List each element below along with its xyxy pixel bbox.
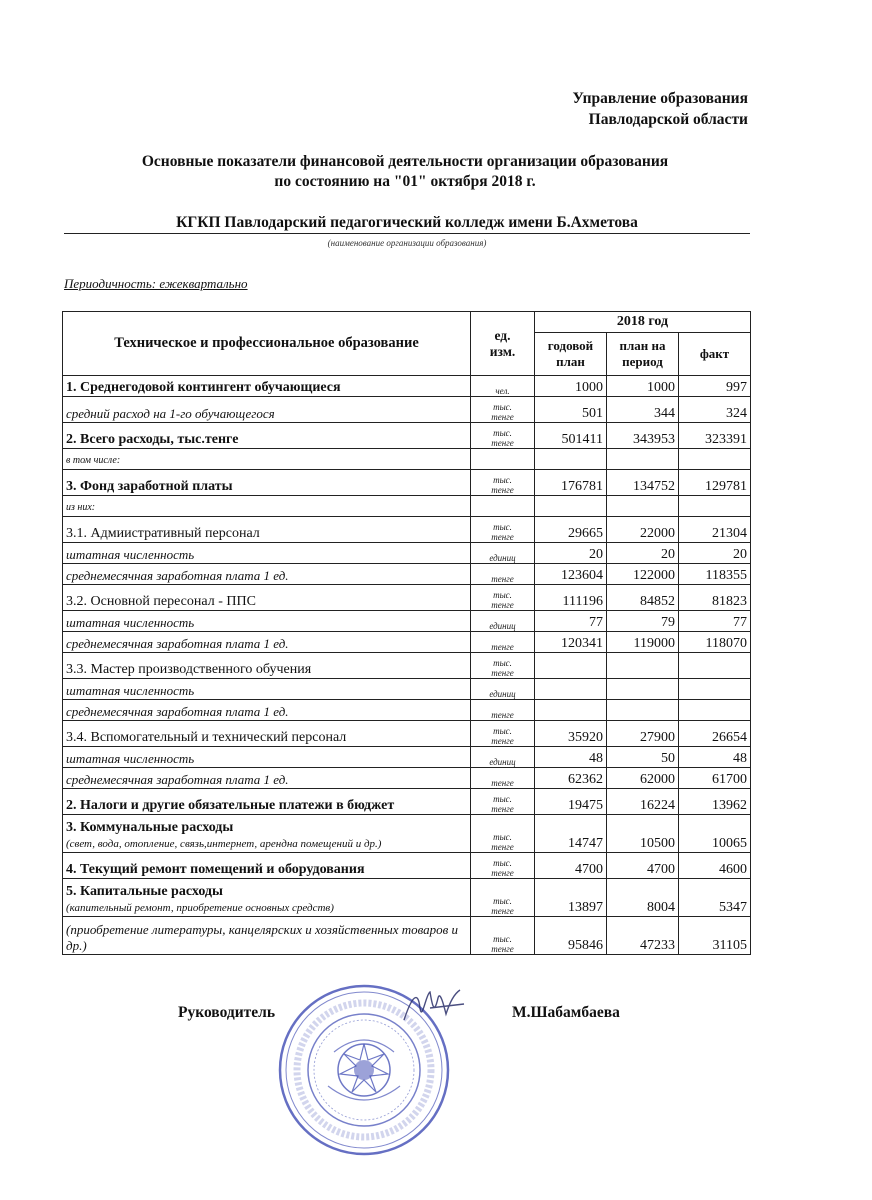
row-unit-line-1: тыс. bbox=[493, 896, 512, 906]
row-period-value: 344 bbox=[607, 397, 679, 423]
table-row bbox=[63, 585, 751, 611]
row-period-value: 122000 bbox=[607, 564, 679, 585]
row-unit-line-1: единиц bbox=[489, 757, 516, 767]
table-row bbox=[63, 632, 751, 653]
row-unit-line-2: тенге bbox=[491, 668, 514, 678]
row-label-text: 1. Среднегодовой контингент обучающиеся bbox=[66, 380, 341, 395]
periodicity-note: Периодичность: ежеквартально bbox=[64, 276, 248, 291]
row-period-value bbox=[607, 679, 679, 700]
row-fact-value: 77 bbox=[679, 611, 751, 632]
row-label bbox=[63, 789, 471, 815]
row-fact-value: 324 bbox=[679, 397, 751, 423]
row-annual-value: 14747 bbox=[535, 815, 607, 853]
row-annual-value: 48 bbox=[535, 747, 607, 768]
row-period-value: 62000 bbox=[607, 768, 679, 789]
table-row bbox=[63, 423, 751, 449]
header-department bbox=[572, 88, 748, 130]
row-label-text: среднемесячная заработная плата 1 ед. bbox=[66, 772, 289, 787]
row-annual-value bbox=[535, 700, 607, 721]
row-label bbox=[63, 496, 471, 517]
row-annual-value: 120341 bbox=[535, 632, 607, 653]
row-label-text: 3.3. Мастер производственного обучения bbox=[66, 662, 312, 677]
row-label-text: 3.4. Вспомогательный и технический персонал bbox=[66, 730, 347, 745]
row-label bbox=[63, 747, 471, 768]
row-unit-line-2: тенге bbox=[491, 438, 514, 448]
row-unit-line-1: тыс. bbox=[493, 402, 512, 412]
row-period-value: 1000 bbox=[607, 376, 679, 397]
row-unit-line-2: тенге bbox=[491, 532, 514, 542]
row-period-value: 8004 bbox=[607, 879, 679, 917]
row-annual-value bbox=[535, 496, 607, 517]
row-annual-value: 176781 bbox=[535, 470, 607, 496]
row-period-value: 47233 bbox=[607, 917, 679, 955]
fact-header: факт bbox=[679, 333, 751, 376]
signature-scribble-icon bbox=[400, 986, 470, 1026]
table-row bbox=[63, 397, 751, 423]
row-unit-line-2: тенге bbox=[491, 868, 514, 878]
organization-caption: (наименование организации образования) bbox=[327, 238, 487, 248]
row-period-value: 10500 bbox=[607, 815, 679, 853]
row-unit bbox=[471, 543, 535, 564]
table-row bbox=[63, 747, 751, 768]
row-unit bbox=[471, 815, 535, 853]
row-unit bbox=[471, 397, 535, 423]
row-unit-line-1: тенге bbox=[491, 778, 514, 788]
table-row bbox=[63, 853, 751, 879]
row-period-value: 22000 bbox=[607, 517, 679, 543]
period-plan-header-line-1: план на bbox=[619, 338, 666, 353]
organization-name: КГКП Павлодарский педагогический колледж имени Б.Ахметова bbox=[64, 214, 750, 234]
row-fact-value: 81823 bbox=[679, 585, 751, 611]
row-annual-value: 13897 bbox=[535, 879, 607, 917]
table-row bbox=[63, 517, 751, 543]
row-unit-line-2: тенге bbox=[491, 600, 514, 610]
row-label bbox=[63, 585, 471, 611]
table-row bbox=[63, 470, 751, 496]
row-label bbox=[63, 815, 471, 853]
row-label-text: штатная численность bbox=[66, 615, 195, 630]
period-plan-header bbox=[607, 333, 679, 376]
unit-header bbox=[471, 312, 535, 376]
row-unit bbox=[471, 376, 535, 397]
row-label-text: 2. Всего расходы, тыс.тенге bbox=[66, 432, 239, 447]
row-annual-value: 501 bbox=[535, 397, 607, 423]
row-fact-value: 48 bbox=[679, 747, 751, 768]
row-label bbox=[63, 768, 471, 789]
row-label bbox=[63, 853, 471, 879]
row-period-value: 119000 bbox=[607, 632, 679, 653]
row-period-value: 27900 bbox=[607, 721, 679, 747]
row-unit-line-1: единиц bbox=[489, 553, 516, 563]
row-unit-line-1: тенге bbox=[491, 710, 514, 720]
row-period-value bbox=[607, 653, 679, 679]
row-annual-value: 35920 bbox=[535, 721, 607, 747]
table-row bbox=[63, 879, 751, 917]
row-period-value: 134752 bbox=[607, 470, 679, 496]
row-unit bbox=[471, 470, 535, 496]
table-row bbox=[63, 496, 751, 517]
unit-header-line-1: ед. bbox=[494, 327, 511, 343]
row-label-text: 3. Коммунальные расходы bbox=[66, 820, 234, 835]
row-annual-value bbox=[535, 679, 607, 700]
row-label bbox=[63, 543, 471, 564]
annual-plan-header bbox=[535, 333, 607, 376]
title-line-2: по состоянию на "01" октября 2018 г. bbox=[274, 173, 536, 190]
row-fact-value: 4600 bbox=[679, 853, 751, 879]
row-unit-line-1: тыс. bbox=[493, 590, 512, 600]
table-body bbox=[63, 376, 751, 955]
row-unit bbox=[471, 768, 535, 789]
row-unit-line-2: тенге bbox=[491, 944, 514, 954]
row-unit bbox=[471, 564, 535, 585]
row-unit bbox=[471, 496, 535, 517]
table-row bbox=[63, 564, 751, 585]
row-label-text: (приобретение литературы, канцелярских и хозяйственных товаров и др.) bbox=[66, 922, 459, 953]
row-annual-value bbox=[535, 449, 607, 470]
table-row bbox=[63, 543, 751, 564]
row-unit-line-2: тенге bbox=[491, 485, 514, 495]
row-unit bbox=[471, 917, 535, 955]
row-label-text: 3.1. Адмиистративный персонал bbox=[66, 526, 260, 541]
row-unit bbox=[471, 653, 535, 679]
row-label bbox=[63, 653, 471, 679]
row-fact-value: 5347 bbox=[679, 879, 751, 917]
row-unit-line-2: тенге bbox=[491, 412, 514, 422]
row-label-text: 5. Капитальные расходы bbox=[66, 884, 223, 899]
row-label bbox=[63, 376, 471, 397]
row-period-value: 16224 bbox=[607, 789, 679, 815]
row-label bbox=[63, 449, 471, 470]
row-fact-value: 997 bbox=[679, 376, 751, 397]
row-sublabel: (капительный ремонт, приобретение основных средств) bbox=[66, 902, 334, 914]
row-unit-line-2: тенге bbox=[491, 906, 514, 916]
row-annual-value: 29665 bbox=[535, 517, 607, 543]
row-label-text: 4. Текущий ремонт помещений и оборудования bbox=[66, 862, 365, 877]
row-annual-value: 95846 bbox=[535, 917, 607, 955]
row-unit bbox=[471, 721, 535, 747]
row-label bbox=[63, 721, 471, 747]
row-unit bbox=[471, 423, 535, 449]
table-row bbox=[63, 653, 751, 679]
row-fact-value: 20 bbox=[679, 543, 751, 564]
row-fact-value: 31105 bbox=[679, 917, 751, 955]
row-label-text: штатная численность bbox=[66, 751, 195, 766]
row-period-value bbox=[607, 496, 679, 517]
annual-plan-header-line-2: план bbox=[556, 354, 585, 369]
row-unit-line-1: тыс. bbox=[493, 522, 512, 532]
row-unit-line-1: тыс. bbox=[493, 832, 512, 842]
row-fact-value: 26654 bbox=[679, 721, 751, 747]
row-unit-line-2: тенге bbox=[491, 736, 514, 746]
row-fact-value: 129781 bbox=[679, 470, 751, 496]
row-fact-value bbox=[679, 449, 751, 470]
row-unit bbox=[471, 517, 535, 543]
row-unit-line-1: тыс. bbox=[493, 658, 512, 668]
row-unit-line-1: тенге bbox=[491, 574, 514, 584]
row-unit-line-1: тыс. bbox=[493, 934, 512, 944]
row-label-text: среднемесячная заработная плата 1 ед. bbox=[66, 568, 289, 583]
row-label bbox=[63, 470, 471, 496]
row-annual-value: 123604 bbox=[535, 564, 607, 585]
row-unit bbox=[471, 747, 535, 768]
row-unit-line-1: тыс. bbox=[493, 858, 512, 868]
row-label-text: штатная численность bbox=[66, 547, 195, 562]
row-unit-line-2: тенге bbox=[491, 804, 514, 814]
row-label bbox=[63, 397, 471, 423]
row-unit bbox=[471, 632, 535, 653]
department-line-1: Управление образования bbox=[572, 90, 748, 107]
row-unit-line-1: тыс. bbox=[493, 726, 512, 736]
row-unit-line-1: тыс. bbox=[493, 428, 512, 438]
row-label bbox=[63, 632, 471, 653]
row-label-text: среднемесячная заработная плата 1 ед. bbox=[66, 636, 289, 651]
category-header: Техническое и профессиональное образование bbox=[63, 312, 471, 376]
row-period-value bbox=[607, 449, 679, 470]
row-unit bbox=[471, 585, 535, 611]
director-label: Руководитель bbox=[178, 1004, 276, 1021]
row-annual-value: 4700 bbox=[535, 853, 607, 879]
table-row bbox=[63, 721, 751, 747]
row-fact-value: 323391 bbox=[679, 423, 751, 449]
table-row bbox=[63, 611, 751, 632]
period-plan-header-line-2: период bbox=[622, 354, 663, 369]
row-unit bbox=[471, 679, 535, 700]
row-period-value: 84852 bbox=[607, 585, 679, 611]
table-row bbox=[63, 768, 751, 789]
row-label bbox=[63, 423, 471, 449]
row-label-text: в том числе: bbox=[66, 455, 121, 466]
row-annual-value: 111196 bbox=[535, 585, 607, 611]
row-period-value: 50 bbox=[607, 747, 679, 768]
row-annual-value: 19475 bbox=[535, 789, 607, 815]
table-row bbox=[63, 789, 751, 815]
row-period-value: 79 bbox=[607, 611, 679, 632]
row-annual-value: 62362 bbox=[535, 768, 607, 789]
title-line-1: Основные показатели финансовой деятельности организации образования bbox=[141, 153, 669, 170]
row-fact-value: 61700 bbox=[679, 768, 751, 789]
row-fact-value: 21304 bbox=[679, 517, 751, 543]
department-line-2: Павлодарской области bbox=[588, 111, 748, 128]
table-row bbox=[63, 917, 751, 955]
row-unit bbox=[471, 700, 535, 721]
financial-indicators-table bbox=[62, 311, 751, 955]
row-label-text: штатная численность bbox=[66, 683, 195, 698]
row-label bbox=[63, 879, 471, 917]
row-label-text: среднемесячная заработная плата 1 ед. bbox=[66, 704, 289, 719]
row-unit bbox=[471, 879, 535, 917]
row-unit bbox=[471, 853, 535, 879]
row-unit-line-1: тенге bbox=[491, 642, 514, 652]
table-row bbox=[63, 815, 751, 853]
row-unit bbox=[471, 611, 535, 632]
handwritten-signature bbox=[400, 986, 470, 1031]
year-header: 2018 год bbox=[535, 312, 751, 333]
row-label-text: 3.2. Основной пересонал - ППС bbox=[66, 594, 256, 609]
row-fact-value bbox=[679, 700, 751, 721]
row-unit-line-1: тыс. bbox=[493, 794, 512, 804]
row-label-text: 3. Фонд заработной платы bbox=[66, 479, 233, 494]
row-label-text: из них: bbox=[66, 502, 96, 513]
table-row bbox=[63, 376, 751, 397]
row-label bbox=[63, 517, 471, 543]
table-row bbox=[63, 449, 751, 470]
row-unit bbox=[471, 449, 535, 470]
row-fact-value: 118355 bbox=[679, 564, 751, 585]
row-fact-value: 118070 bbox=[679, 632, 751, 653]
annual-plan-header-line-1: годовой bbox=[547, 338, 594, 353]
row-period-value: 20 bbox=[607, 543, 679, 564]
row-fact-value bbox=[679, 653, 751, 679]
row-label-text: средний расход на 1-го обучающегося bbox=[66, 406, 275, 421]
table-row bbox=[63, 700, 751, 721]
row-annual-value: 20 bbox=[535, 543, 607, 564]
row-label bbox=[63, 611, 471, 632]
row-unit-line-1: тыс. bbox=[493, 475, 512, 485]
row-unit-line-1: единиц bbox=[489, 689, 516, 699]
row-sublabel: (свет, вода, отопление, связь,интернет, арендна помещений и др.) bbox=[66, 838, 382, 850]
row-label bbox=[63, 917, 471, 955]
row-fact-value bbox=[679, 496, 751, 517]
row-label bbox=[63, 679, 471, 700]
table-row bbox=[63, 679, 751, 700]
row-unit-line-1: чел. bbox=[495, 386, 510, 396]
row-period-value bbox=[607, 700, 679, 721]
row-unit-line-2: тенге bbox=[491, 842, 514, 852]
row-unit bbox=[471, 789, 535, 815]
row-label bbox=[63, 564, 471, 585]
document-title bbox=[60, 152, 750, 192]
row-label-text: 2. Налоги и другие обязательные платежи в бюджет bbox=[66, 798, 395, 813]
row-fact-value: 13962 bbox=[679, 789, 751, 815]
row-label bbox=[63, 700, 471, 721]
row-unit-line-1: единиц bbox=[489, 621, 516, 631]
row-period-value: 4700 bbox=[607, 853, 679, 879]
row-annual-value: 1000 bbox=[535, 376, 607, 397]
row-annual-value: 501411 bbox=[535, 423, 607, 449]
row-annual-value: 77 bbox=[535, 611, 607, 632]
unit-header-line-2: изм. bbox=[489, 343, 516, 359]
row-fact-value bbox=[679, 679, 751, 700]
row-period-value: 343953 bbox=[607, 423, 679, 449]
director-name: М.Шабамбаева bbox=[512, 1004, 620, 1021]
row-annual-value bbox=[535, 653, 607, 679]
row-fact-value: 10065 bbox=[679, 815, 751, 853]
